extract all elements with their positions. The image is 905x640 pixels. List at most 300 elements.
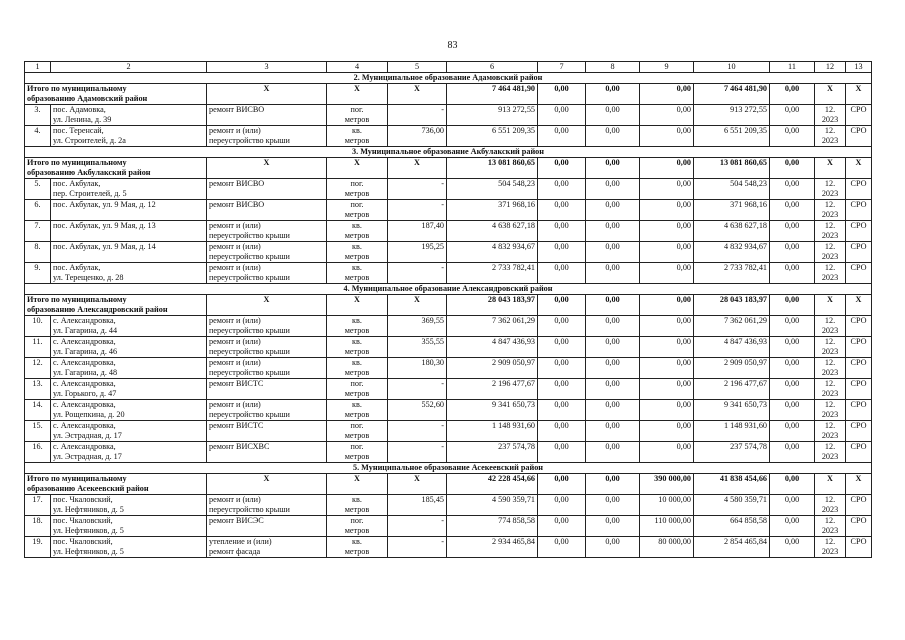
row-volume: 355,55 bbox=[388, 337, 447, 358]
total-volume: X bbox=[388, 474, 447, 495]
row-col-12: 12. 2023 bbox=[815, 242, 846, 263]
row-address: пос. Чкаловский, ул. Нефтяников, д. 5 bbox=[51, 495, 207, 516]
row-col-12: 12. 2023 bbox=[815, 495, 846, 516]
row-work-type: ремонт ВИСВО bbox=[207, 105, 327, 126]
row-col-8: 0,00 bbox=[586, 126, 640, 147]
section-total-row bbox=[25, 84, 872, 105]
row-unit: пог. метров bbox=[327, 516, 388, 537]
column-number: 11 bbox=[770, 62, 815, 73]
row-col-9: 80 000,00 bbox=[640, 537, 694, 558]
row-col-13: СРО bbox=[846, 200, 872, 221]
row-work-type: ремонт и (или) переустройство крыши bbox=[207, 495, 327, 516]
row-col-9: 0,00 bbox=[640, 263, 694, 284]
row-col-6: 7 362 061,29 bbox=[447, 316, 538, 337]
row-volume: - bbox=[388, 516, 447, 537]
row-col-10: 664 858,58 bbox=[694, 516, 770, 537]
total-col-8: 0,00 bbox=[586, 84, 640, 105]
row-unit: кв. метров bbox=[327, 358, 388, 379]
total-work-type: X bbox=[207, 158, 327, 179]
row-col-8: 0,00 bbox=[586, 400, 640, 421]
row-number: 16. bbox=[25, 442, 51, 463]
row-unit: кв. метров bbox=[327, 126, 388, 147]
row-col-13: СРО bbox=[846, 495, 872, 516]
row-col-9: 0,00 bbox=[640, 442, 694, 463]
total-volume: X bbox=[388, 295, 447, 316]
row-col-6: 2 196 477,67 bbox=[447, 379, 538, 400]
row-col-8: 0,00 bbox=[586, 242, 640, 263]
row-col-10: 2 909 050,97 bbox=[694, 358, 770, 379]
row-volume: 185,45 bbox=[388, 495, 447, 516]
table-row bbox=[25, 263, 872, 284]
row-col-10: 1 148 931,60 bbox=[694, 421, 770, 442]
row-col-9: 0,00 bbox=[640, 242, 694, 263]
row-col-9: 0,00 bbox=[640, 316, 694, 337]
section-title: 4. Муниципальное образование Александровский район bbox=[25, 284, 872, 295]
row-col-13: СРО bbox=[846, 537, 872, 558]
table-row bbox=[25, 358, 872, 379]
row-col-6: 371 968,16 bbox=[447, 200, 538, 221]
row-col-6: 774 858,58 bbox=[447, 516, 538, 537]
total-work-type: X bbox=[207, 84, 327, 105]
total-col-6: 13 081 860,65 bbox=[447, 158, 538, 179]
total-col-6: 7 464 481,90 bbox=[447, 84, 538, 105]
row-col-7: 0,00 bbox=[538, 105, 586, 126]
row-address: с. Александровка, ул. Эстрадная, д. 17 bbox=[51, 442, 207, 463]
row-col-6: 4 638 627,18 bbox=[447, 221, 538, 242]
total-volume: X bbox=[388, 158, 447, 179]
row-col-12: 12. 2023 bbox=[815, 105, 846, 126]
section-title: 5. Муниципальное образование Асекеевский район bbox=[25, 463, 872, 474]
row-unit: кв. метров bbox=[327, 316, 388, 337]
row-col-10: 6 551 209,35 bbox=[694, 126, 770, 147]
row-number: 9. bbox=[25, 263, 51, 284]
row-col-13: СРО bbox=[846, 105, 872, 126]
total-col-12: X bbox=[815, 84, 846, 105]
column-number: 3 bbox=[207, 62, 327, 73]
total-label: Итого по муниципальному образованию Александровский район bbox=[25, 295, 207, 316]
section-total-row bbox=[25, 295, 872, 316]
column-number: 4 bbox=[327, 62, 388, 73]
row-col-12: 12. 2023 bbox=[815, 358, 846, 379]
total-col-12: X bbox=[815, 295, 846, 316]
row-col-12: 12. 2023 bbox=[815, 379, 846, 400]
row-col-7: 0,00 bbox=[538, 221, 586, 242]
row-col-8: 0,00 bbox=[586, 516, 640, 537]
total-unit: X bbox=[327, 295, 388, 316]
row-col-9: 0,00 bbox=[640, 358, 694, 379]
row-unit: пог. метров bbox=[327, 200, 388, 221]
total-col-12: X bbox=[815, 158, 846, 179]
table-row bbox=[25, 242, 872, 263]
page-number: 83 bbox=[447, 40, 458, 51]
row-col-10: 913 272,55 bbox=[694, 105, 770, 126]
row-volume: 552,60 bbox=[388, 400, 447, 421]
row-volume: 369,55 bbox=[388, 316, 447, 337]
table-row bbox=[25, 495, 872, 516]
row-col-13: СРО bbox=[846, 442, 872, 463]
row-col-9: 110 000,00 bbox=[640, 516, 694, 537]
row-col-8: 0,00 bbox=[586, 442, 640, 463]
row-unit: пог. метров bbox=[327, 179, 388, 200]
row-col-11: 0,00 bbox=[770, 263, 815, 284]
row-unit: кв. метров bbox=[327, 221, 388, 242]
row-col-13: СРО bbox=[846, 316, 872, 337]
total-unit: X bbox=[327, 158, 388, 179]
row-col-10: 371 968,16 bbox=[694, 200, 770, 221]
column-number: 5 bbox=[388, 62, 447, 73]
row-col-10: 2 733 782,41 bbox=[694, 263, 770, 284]
section-header-row bbox=[25, 147, 872, 158]
total-col-11: 0,00 bbox=[770, 474, 815, 495]
row-col-6: 2 909 050,97 bbox=[447, 358, 538, 379]
row-volume: - bbox=[388, 263, 447, 284]
column-number: 1 bbox=[25, 62, 51, 73]
row-col-13: СРО bbox=[846, 221, 872, 242]
row-col-10: 4 847 436,93 bbox=[694, 337, 770, 358]
row-col-7: 0,00 bbox=[538, 242, 586, 263]
column-number: 12 bbox=[815, 62, 846, 73]
row-col-7: 0,00 bbox=[538, 179, 586, 200]
row-col-12: 12. 2023 bbox=[815, 200, 846, 221]
row-number: 19. bbox=[25, 537, 51, 558]
table-row bbox=[25, 442, 872, 463]
row-number: 3. bbox=[25, 105, 51, 126]
row-unit: кв. метров bbox=[327, 337, 388, 358]
row-col-8: 0,00 bbox=[586, 200, 640, 221]
total-volume: X bbox=[388, 84, 447, 105]
row-col-6: 4 847 436,93 bbox=[447, 337, 538, 358]
row-col-8: 0,00 bbox=[586, 337, 640, 358]
row-col-11: 0,00 bbox=[770, 495, 815, 516]
row-unit: пог. метров bbox=[327, 379, 388, 400]
row-work-type: ремонт и (или) переустройство крыши bbox=[207, 221, 327, 242]
table-row bbox=[25, 126, 872, 147]
row-unit: пог. метров bbox=[327, 105, 388, 126]
row-col-12: 12. 2023 bbox=[815, 421, 846, 442]
row-address: пос. Чкаловский, ул. Нефтяников, д. 5 bbox=[51, 537, 207, 558]
row-number: 17. bbox=[25, 495, 51, 516]
row-col-6: 2 934 465,84 bbox=[447, 537, 538, 558]
total-col-11: 0,00 bbox=[770, 84, 815, 105]
total-col-7: 0,00 bbox=[538, 295, 586, 316]
row-col-12: 12. 2023 bbox=[815, 337, 846, 358]
row-address: пос. Акбулак, ул. Терещенко, д. 28 bbox=[51, 263, 207, 284]
column-number: 8 bbox=[586, 62, 640, 73]
row-volume: 180,30 bbox=[388, 358, 447, 379]
row-col-7: 0,00 bbox=[538, 126, 586, 147]
row-address: пос. Чкаловский, ул. Нефтяников, д. 5 bbox=[51, 516, 207, 537]
total-col-8: 0,00 bbox=[586, 158, 640, 179]
table-row bbox=[25, 200, 872, 221]
total-label: Итого по муниципальному образованию Асекеевский район bbox=[25, 474, 207, 495]
row-col-9: 0,00 bbox=[640, 400, 694, 421]
row-work-type: ремонт и (или) переустройство крыши bbox=[207, 358, 327, 379]
section-total-row bbox=[25, 474, 872, 495]
row-col-12: 12. 2023 bbox=[815, 316, 846, 337]
total-label: Итого по муниципальному образованию Акбулакский район bbox=[25, 158, 207, 179]
column-number: 9 bbox=[640, 62, 694, 73]
row-col-8: 0,00 bbox=[586, 421, 640, 442]
row-number: 4. bbox=[25, 126, 51, 147]
row-col-6: 1 148 931,60 bbox=[447, 421, 538, 442]
section-header-row bbox=[25, 463, 872, 474]
total-work-type: X bbox=[207, 474, 327, 495]
row-address: с. Александровка, ул. Рощепкина, д. 20 bbox=[51, 400, 207, 421]
row-col-8: 0,00 bbox=[586, 379, 640, 400]
row-col-6: 2 733 782,41 bbox=[447, 263, 538, 284]
total-col-13: X bbox=[846, 158, 872, 179]
row-volume: - bbox=[388, 379, 447, 400]
table-row bbox=[25, 179, 872, 200]
row-col-11: 0,00 bbox=[770, 442, 815, 463]
row-work-type: утепление и (или) ремонт фасада bbox=[207, 537, 327, 558]
column-number: 2 bbox=[51, 62, 207, 73]
row-col-12: 12. 2023 bbox=[815, 400, 846, 421]
capital-repair-table bbox=[24, 61, 872, 558]
total-work-type: X bbox=[207, 295, 327, 316]
row-col-6: 6 551 209,35 bbox=[447, 126, 538, 147]
section-header-row bbox=[25, 284, 872, 295]
row-col-7: 0,00 bbox=[538, 421, 586, 442]
row-col-7: 0,00 bbox=[538, 379, 586, 400]
row-col-13: СРО bbox=[846, 400, 872, 421]
row-col-10: 2 196 477,67 bbox=[694, 379, 770, 400]
row-col-12: 12. 2023 bbox=[815, 263, 846, 284]
row-col-7: 0,00 bbox=[538, 442, 586, 463]
row-volume: - bbox=[388, 537, 447, 558]
row-work-type: ремонт и (или) переустройство крыши bbox=[207, 126, 327, 147]
row-number: 5. bbox=[25, 179, 51, 200]
total-col-8: 0,00 bbox=[586, 474, 640, 495]
row-number: 13. bbox=[25, 379, 51, 400]
row-unit: пог. метров bbox=[327, 442, 388, 463]
row-col-13: СРО bbox=[846, 516, 872, 537]
row-number: 8. bbox=[25, 242, 51, 263]
row-volume: - bbox=[388, 105, 447, 126]
row-work-type: ремонт ВИСВО bbox=[207, 179, 327, 200]
row-col-12: 12. 2023 bbox=[815, 516, 846, 537]
table-row bbox=[25, 221, 872, 242]
row-number: 11. bbox=[25, 337, 51, 358]
total-col-10: 28 043 183,97 bbox=[694, 295, 770, 316]
table-row bbox=[25, 421, 872, 442]
total-col-10: 7 464 481,90 bbox=[694, 84, 770, 105]
row-work-type: ремонт и (или) переустройство крыши bbox=[207, 337, 327, 358]
row-number: 12. bbox=[25, 358, 51, 379]
row-col-12: 12. 2023 bbox=[815, 442, 846, 463]
row-col-11: 0,00 bbox=[770, 200, 815, 221]
row-col-12: 12. 2023 bbox=[815, 537, 846, 558]
row-work-type: ремонт и (или) переустройство крыши bbox=[207, 400, 327, 421]
row-col-6: 504 548,23 bbox=[447, 179, 538, 200]
row-unit: кв. метров bbox=[327, 495, 388, 516]
row-work-type: ремонт ВИСВО bbox=[207, 200, 327, 221]
row-unit: кв. метров bbox=[327, 263, 388, 284]
row-col-9: 10 000,00 bbox=[640, 495, 694, 516]
section-header-row bbox=[25, 73, 872, 84]
total-col-10: 41 838 454,66 bbox=[694, 474, 770, 495]
row-col-10: 237 574,78 bbox=[694, 442, 770, 463]
table-row bbox=[25, 379, 872, 400]
row-col-7: 0,00 bbox=[538, 400, 586, 421]
row-number: 10. bbox=[25, 316, 51, 337]
row-col-7: 0,00 bbox=[538, 537, 586, 558]
row-address: пос. Теренсай, ул. Строителей, д. 2а bbox=[51, 126, 207, 147]
row-col-13: СРО bbox=[846, 379, 872, 400]
row-volume: 187,40 bbox=[388, 221, 447, 242]
row-col-8: 0,00 bbox=[586, 221, 640, 242]
row-col-11: 0,00 bbox=[770, 379, 815, 400]
total-col-9: 390 000,00 bbox=[640, 474, 694, 495]
row-col-11: 0,00 bbox=[770, 358, 815, 379]
row-volume: - bbox=[388, 200, 447, 221]
total-col-6: 42 228 454,66 bbox=[447, 474, 538, 495]
row-col-6: 913 272,55 bbox=[447, 105, 538, 126]
row-col-6: 4 832 934,67 bbox=[447, 242, 538, 263]
row-col-13: СРО bbox=[846, 126, 872, 147]
row-col-6: 4 590 359,71 bbox=[447, 495, 538, 516]
total-col-12: X bbox=[815, 474, 846, 495]
row-col-11: 0,00 bbox=[770, 105, 815, 126]
row-volume: - bbox=[388, 179, 447, 200]
row-col-6: 9 341 650,73 bbox=[447, 400, 538, 421]
row-col-10: 504 548,23 bbox=[694, 179, 770, 200]
row-col-11: 0,00 bbox=[770, 242, 815, 263]
row-col-11: 0,00 bbox=[770, 221, 815, 242]
total-col-9: 0,00 bbox=[640, 158, 694, 179]
row-col-10: 9 341 650,73 bbox=[694, 400, 770, 421]
row-volume: 195,25 bbox=[388, 242, 447, 263]
row-number: 15. bbox=[25, 421, 51, 442]
total-col-11: 0,00 bbox=[770, 158, 815, 179]
total-col-13: X bbox=[846, 474, 872, 495]
column-number: 6 bbox=[447, 62, 538, 73]
row-volume: 736,00 bbox=[388, 126, 447, 147]
row-address: с. Александровка, ул. Гагарина, д. 46 bbox=[51, 337, 207, 358]
row-work-type: ремонт ВИСТС bbox=[207, 379, 327, 400]
row-col-9: 0,00 bbox=[640, 126, 694, 147]
total-col-6: 28 043 183,97 bbox=[447, 295, 538, 316]
total-label: Итого по муниципальному образованию Адамовский район bbox=[25, 84, 207, 105]
row-col-8: 0,00 bbox=[586, 105, 640, 126]
row-volume: - bbox=[388, 442, 447, 463]
row-number: 18. bbox=[25, 516, 51, 537]
row-col-11: 0,00 bbox=[770, 179, 815, 200]
row-col-12: 12. 2023 bbox=[815, 179, 846, 200]
row-col-6: 237 574,78 bbox=[447, 442, 538, 463]
row-unit: кв. метров bbox=[327, 242, 388, 263]
row-col-10: 7 362 061,29 bbox=[694, 316, 770, 337]
row-col-8: 0,00 bbox=[586, 358, 640, 379]
total-unit: X bbox=[327, 474, 388, 495]
table-row bbox=[25, 337, 872, 358]
row-col-10: 2 854 465,84 bbox=[694, 537, 770, 558]
column-number: 7 bbox=[538, 62, 586, 73]
row-col-10: 4 638 627,18 bbox=[694, 221, 770, 242]
column-number: 10 bbox=[694, 62, 770, 73]
total-col-13: X bbox=[846, 84, 872, 105]
row-col-7: 0,00 bbox=[538, 263, 586, 284]
table-row bbox=[25, 537, 872, 558]
row-col-13: СРО bbox=[846, 421, 872, 442]
row-col-12: 12. 2023 bbox=[815, 126, 846, 147]
row-col-11: 0,00 bbox=[770, 126, 815, 147]
total-col-10: 13 081 860,65 bbox=[694, 158, 770, 179]
row-col-7: 0,00 bbox=[538, 337, 586, 358]
row-col-7: 0,00 bbox=[538, 358, 586, 379]
row-address: с. Александровка, ул. Гагарина, д. 48 bbox=[51, 358, 207, 379]
row-col-8: 0,00 bbox=[586, 316, 640, 337]
row-number: 7. bbox=[25, 221, 51, 242]
row-col-9: 0,00 bbox=[640, 179, 694, 200]
row-address: пос. Акбулак, ул. 9 Мая, д. 12 bbox=[51, 200, 207, 221]
row-col-12: 12. 2023 bbox=[815, 221, 846, 242]
total-col-9: 0,00 bbox=[640, 295, 694, 316]
table-row bbox=[25, 105, 872, 126]
table-row bbox=[25, 316, 872, 337]
table-row bbox=[25, 400, 872, 421]
row-col-11: 0,00 bbox=[770, 400, 815, 421]
row-address: пос. Акбулак, ул. 9 Мая, д. 14 bbox=[51, 242, 207, 263]
row-col-9: 0,00 bbox=[640, 221, 694, 242]
row-col-9: 0,00 bbox=[640, 379, 694, 400]
row-address: с. Александровка, ул. Гагарина, д. 44 bbox=[51, 316, 207, 337]
row-work-type: ремонт и (или) переустройство крыши bbox=[207, 263, 327, 284]
row-col-11: 0,00 bbox=[770, 537, 815, 558]
row-number: 6. bbox=[25, 200, 51, 221]
row-work-type: ремонт ВИСТС bbox=[207, 421, 327, 442]
row-col-11: 0,00 bbox=[770, 337, 815, 358]
row-work-type: ремонт и (или) переустройство крыши bbox=[207, 242, 327, 263]
section-title: 2. Муниципальное образование Адамовский район bbox=[25, 73, 872, 84]
row-address: пос. Адамовка, ул. Ленина, д. 39 bbox=[51, 105, 207, 126]
total-col-11: 0,00 bbox=[770, 295, 815, 316]
row-volume: - bbox=[388, 421, 447, 442]
row-col-13: СРО bbox=[846, 242, 872, 263]
row-col-8: 0,00 bbox=[586, 263, 640, 284]
row-col-8: 0,00 bbox=[586, 495, 640, 516]
row-col-7: 0,00 bbox=[538, 200, 586, 221]
row-col-9: 0,00 bbox=[640, 105, 694, 126]
row-work-type: ремонт и (или) переустройство крыши bbox=[207, 316, 327, 337]
total-col-8: 0,00 bbox=[586, 295, 640, 316]
row-col-11: 0,00 bbox=[770, 516, 815, 537]
row-address: с. Александровка, ул. Горького, д. 47 bbox=[51, 379, 207, 400]
row-unit: пог. метров bbox=[327, 421, 388, 442]
row-col-13: СРО bbox=[846, 358, 872, 379]
column-number-row bbox=[25, 62, 872, 73]
total-unit: X bbox=[327, 84, 388, 105]
row-unit: кв. метров bbox=[327, 400, 388, 421]
row-col-9: 0,00 bbox=[640, 337, 694, 358]
column-number: 13 bbox=[846, 62, 872, 73]
row-unit: кв. метров bbox=[327, 537, 388, 558]
section-total-row bbox=[25, 158, 872, 179]
section-title: 3. Муниципальное образование Акбулакский район bbox=[25, 147, 872, 158]
row-col-7: 0,00 bbox=[538, 516, 586, 537]
row-work-type: ремонт ВИСХВС bbox=[207, 442, 327, 463]
row-address: пос. Акбулак, ул. 9 Мая, д. 13 bbox=[51, 221, 207, 242]
total-col-7: 0,00 bbox=[538, 158, 586, 179]
row-address: пос. Акбулак, пер. Строителей, д. 5 bbox=[51, 179, 207, 200]
total-col-7: 0,00 bbox=[538, 84, 586, 105]
row-col-10: 4 580 359,71 bbox=[694, 495, 770, 516]
row-col-13: СРО bbox=[846, 337, 872, 358]
row-col-8: 0,00 bbox=[586, 537, 640, 558]
row-col-9: 0,00 bbox=[640, 421, 694, 442]
total-col-13: X bbox=[846, 295, 872, 316]
table-row bbox=[25, 516, 872, 537]
